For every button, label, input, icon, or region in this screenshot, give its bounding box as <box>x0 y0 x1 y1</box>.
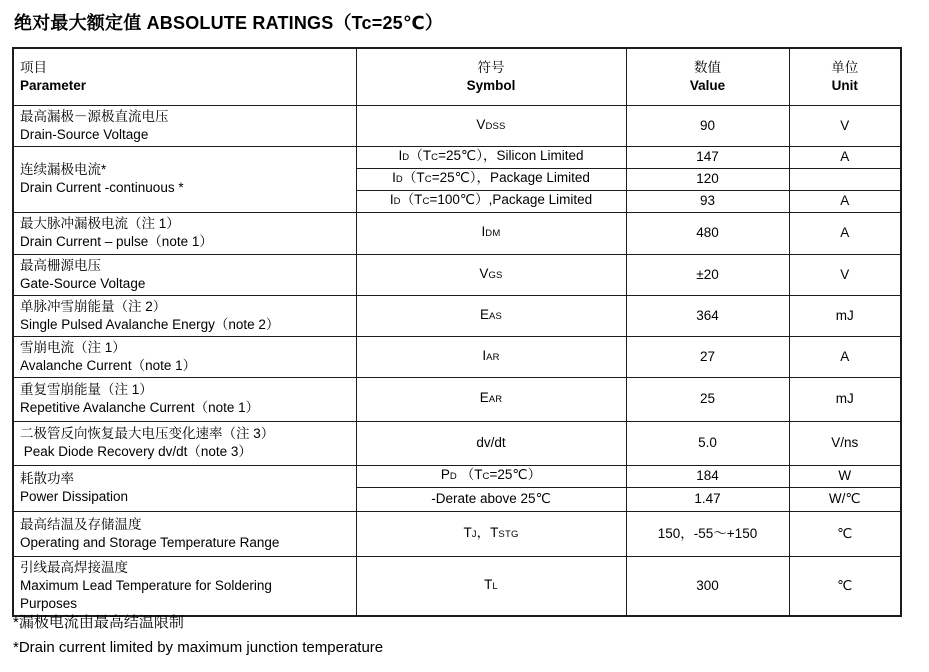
param-zh: 重复雪崩能量（注 1） <box>20 382 153 397</box>
value-cell: 1.47 <box>626 487 789 511</box>
symbol-base: T <box>484 576 493 592</box>
row-drain-source-voltage <box>13 105 901 146</box>
param-en: Gate-Source Voltage <box>20 275 146 291</box>
param-zh: 最高栅源电压 <box>20 257 101 273</box>
header-symbol <box>356 48 626 105</box>
symbol-cell <box>356 212 626 254</box>
header-unit-en: Unit <box>831 77 858 93</box>
symbol-subscript: DM <box>485 228 501 239</box>
param-cell <box>13 511 356 556</box>
param-en: Repetitive Avalanche Current（note 1） <box>20 400 260 415</box>
value-cell: 150，-55～+150 <box>626 511 789 556</box>
param-zh: 单脉冲雪崩能量（注 2） <box>20 298 167 314</box>
value-cell: 480 <box>626 212 789 254</box>
symbol-cell <box>356 465 626 487</box>
symbol-subscript: D <box>393 196 401 207</box>
symbol-subscript: L <box>492 580 498 592</box>
param-cell <box>13 556 356 616</box>
param-cell <box>13 377 356 421</box>
absolute-ratings-table <box>12 47 902 617</box>
param-cell <box>13 336 356 377</box>
symbol-text: （T <box>409 148 432 163</box>
symbol-text: =100℃）,Package Limited <box>429 192 593 207</box>
row-peak-diode-recovery <box>13 421 901 465</box>
param-cell <box>13 295 356 336</box>
symbol-subscript: AS <box>488 310 503 322</box>
symbol-text: =25℃），Silicon Limited <box>438 148 584 163</box>
unit-cell: A <box>789 190 901 212</box>
param-en: Peak Diode Recovery dv/dt（note 3） <box>20 444 252 459</box>
param-zh: 耗散功率 <box>20 471 74 486</box>
param-en: Avalanche Current（note 1） <box>20 357 197 373</box>
unit-cell: A <box>789 212 901 254</box>
param-zh: 雪崩电流（注 1） <box>20 339 126 355</box>
symbol-base: E <box>479 306 489 322</box>
symbol-subscript: DSS <box>485 120 506 132</box>
header-value <box>626 48 789 105</box>
unit-cell: A <box>789 146 901 168</box>
value-cell: 5.0 <box>626 421 789 465</box>
symbol-cell <box>356 511 626 556</box>
param-cell <box>13 105 356 146</box>
symbol-cell <box>356 190 626 212</box>
value-cell: 93 <box>626 190 789 212</box>
unit-cell: V <box>789 254 901 295</box>
param-zh: 最高漏极－源极直流电压 <box>20 108 169 124</box>
unit-cell: mJ <box>789 295 901 336</box>
symbol-cell <box>356 105 626 146</box>
symbol-base: P <box>440 467 450 482</box>
symbol-subscript: C <box>422 196 430 207</box>
symbol-base: I <box>392 170 396 185</box>
row-repetitive-avalanche-energy <box>13 377 901 421</box>
header-parameter-zh: 项目 <box>20 59 47 75</box>
row-lead-temperature <box>13 556 901 616</box>
symbol-base: T <box>463 524 472 540</box>
header-unit <box>789 48 901 105</box>
param-en: Drain Current -continuous * <box>20 180 184 195</box>
row-drain-current-pulse <box>13 212 901 254</box>
unit-cell: mJ <box>789 377 901 421</box>
symbol-cell <box>356 295 626 336</box>
symbol-subscript: AR <box>488 394 503 405</box>
value-cell: 27 <box>626 336 789 377</box>
page-title: 绝对最大额定值 ABSOLUTE RATINGS（Tc=25℃） <box>14 13 444 33</box>
unit-cell: W/℃ <box>789 487 901 511</box>
symbol-cell <box>356 146 626 168</box>
symbol-text: （T <box>402 170 425 185</box>
symbol-subscript: STG <box>498 528 519 540</box>
header-value-en: Value <box>689 77 726 93</box>
symbol-text: （T <box>456 467 483 482</box>
param-en: Maximum Lead Temperature for Soldering Purposes <box>20 577 272 611</box>
symbol-subscript: J <box>471 528 477 540</box>
symbol-base: I <box>481 224 486 239</box>
symbol-base: E <box>479 390 489 405</box>
param-cell <box>13 212 356 254</box>
symbol-subscript: D <box>395 174 403 185</box>
symbol-text: =25℃），Package Limited <box>431 170 590 185</box>
symbol-cell <box>356 556 626 616</box>
symbol-cell <box>356 377 626 421</box>
param-cell-power-dissipation <box>13 465 356 511</box>
row-single-pulsed-avalanche-energy <box>13 295 901 336</box>
row-drain-current-silicon <box>13 146 901 168</box>
unit-cell: A <box>789 336 901 377</box>
header-value-zh: 数值 <box>694 59 721 75</box>
unit-cell: V <box>789 105 901 146</box>
value-cell: 364 <box>626 295 789 336</box>
symbol-text: （T <box>400 192 423 207</box>
unit-cell: ℃ <box>789 556 901 616</box>
param-cell <box>13 254 356 295</box>
value-cell: 300 <box>626 556 789 616</box>
unit-cell <box>789 168 901 190</box>
symbol-subscript: C <box>482 471 490 482</box>
value-cell: 184 <box>626 465 789 487</box>
param-zh: 最高结温及存储温度 <box>20 516 142 532</box>
header-parameter <box>13 48 356 105</box>
symbol-subscript: C <box>424 174 432 185</box>
header-unit-zh: 单位 <box>831 59 859 75</box>
param-cell <box>13 421 356 465</box>
param-cell-drain-current <box>13 146 356 212</box>
symbol-subscript: D <box>402 152 410 163</box>
symbol-subscript: D <box>449 471 457 482</box>
unit-cell: W <box>789 465 901 487</box>
symbol-text: ，T <box>476 524 499 540</box>
param-zh: 最大脉冲漏极电流（注 1） <box>20 216 180 231</box>
param-en: Drain-Source Voltage <box>20 126 149 142</box>
symbol-base: V <box>476 116 486 132</box>
row-avalanche-current <box>13 336 901 377</box>
symbol-cell: dv/dt <box>356 421 626 465</box>
symbol-cell <box>356 254 626 295</box>
value-cell: 120 <box>626 168 789 190</box>
symbol-base: I <box>389 192 394 207</box>
row-temperature-range <box>13 511 901 556</box>
symbol-subscript: C <box>431 152 439 163</box>
param-zh: 引线最高焊接温度 <box>20 559 128 575</box>
symbol-subscript: GS <box>488 269 503 281</box>
symbol-cell <box>356 336 626 377</box>
unit-cell: ℃ <box>789 511 901 556</box>
table-header-row <box>13 48 901 105</box>
symbol-text: =25℃） <box>489 467 542 482</box>
row-gate-source-voltage <box>13 254 901 295</box>
value-cell: 147 <box>626 146 789 168</box>
footnote-zh: *漏极电流由最高结温限制 <box>13 614 184 631</box>
header-symbol-zh: 符号 <box>477 59 505 75</box>
param-en: Power Dissipation <box>20 489 129 504</box>
symbol-cell: -Derate above 25℃ <box>356 487 626 511</box>
value-cell: 90 <box>626 105 789 146</box>
header-symbol-en: Symbol <box>466 77 516 93</box>
symbol-cell <box>356 168 626 190</box>
header-parameter-en: Parameter <box>20 77 87 93</box>
symbol-base: V <box>479 265 489 281</box>
symbol-subscript: AR <box>486 351 500 363</box>
value-cell: 25 <box>626 377 789 421</box>
param-en: Operating and Storage Temperature Range <box>20 534 280 550</box>
symbol-base: I <box>398 148 403 163</box>
param-en: Drain Current – pulse（note 1） <box>20 234 213 249</box>
unit-cell: V/ns <box>789 421 901 465</box>
row-power-dissipation-pd <box>13 465 901 487</box>
footnote-en: *Drain current limited by maximum junction temperature <box>13 639 384 656</box>
param-zh: 二极管反向恢复最大电压变化速率（注 3） <box>20 426 275 441</box>
param-zh: 连续漏极电流* <box>20 162 107 177</box>
param-en: Single Pulsed Avalanche Energy（note 2） <box>20 316 280 332</box>
symbol-base: I <box>482 347 487 363</box>
value-cell: ±20 <box>626 254 789 295</box>
